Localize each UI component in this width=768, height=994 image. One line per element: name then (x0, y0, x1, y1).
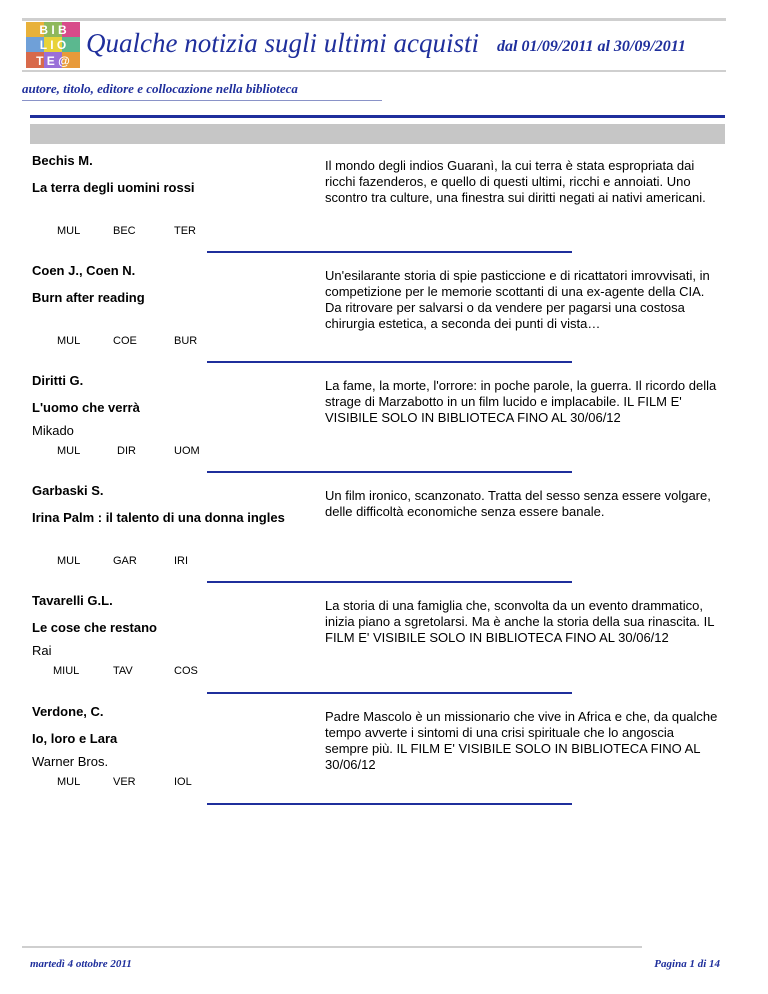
entry-title: Io, loro e Lara (32, 731, 118, 746)
entry-title: L'uomo che verrà (32, 400, 140, 415)
entry-publisher: Mikado (32, 423, 74, 438)
entry-separator (207, 803, 572, 805)
entry-description: Padre Mascolo è un missionario che vive in Africa e che, da qualche tempo avverte i sintomi di una crisi spirituale che lo angoscia sempre più. IL FILM E' VISIBILE SOLO IN BIBLIOTECA FINO AL 30/06/12 (325, 709, 718, 772)
entry-code-author: VER (113, 776, 136, 788)
entry-description: Un'esilarante storia di spie pasticcione e di ricattatori imrovvisati, in competizione per le memorie scottanti di una ex-agente della CIA. Da ritrovare per salvarsi o da vendere per pagarsi una costosa chirurgia estetica, a seconda dei punti di vista… (325, 268, 710, 331)
entry-separator (207, 581, 572, 583)
entry-description: Un film ironico, scanzonato. Tratta del sesso senza essere volgare, delle difficoltà economiche senza essere banale. (325, 488, 711, 519)
entry-publisher: Rai (32, 643, 52, 658)
entry-code-title: TER (174, 225, 196, 237)
entry-author: Coen J., Coen N. (32, 263, 136, 278)
entry-code-author: DIR (117, 445, 136, 457)
entry-title: Irina Palm : il talento di una donna ingles (32, 510, 285, 525)
biblioteca-logo (26, 22, 80, 68)
entry-code-title: UOM (174, 445, 200, 457)
entry-title: Le cose che restano (32, 620, 157, 635)
entry-author: Tavarelli G.L. (32, 593, 113, 608)
header-bottom-rule (22, 70, 726, 72)
footer-rule (22, 946, 642, 948)
entry-author: Diritti G. (32, 373, 84, 388)
catalog-entry (0, 153, 768, 263)
entry-title: Burn after reading (32, 290, 145, 305)
entry-author: Bechis M. (32, 153, 93, 168)
catalog-entry (0, 483, 768, 593)
entry-separator (207, 251, 572, 253)
entry-publisher: Warner Bros. (32, 754, 109, 769)
svg-text:L I O: L I O (39, 38, 67, 52)
entry-code-author: COE (113, 335, 137, 347)
entry-separator (207, 692, 572, 694)
entry-title: La terra degli uomini rossi (32, 180, 195, 195)
entry-code-section: MUL (57, 776, 81, 788)
svg-text:T E @: T E @ (36, 54, 70, 68)
entry-author: Verdone, C. (32, 704, 104, 719)
entry-separator (207, 471, 572, 473)
entry-code-title: COS (174, 665, 198, 677)
entry-code-title: IRI (174, 555, 189, 567)
entry-description: La fame, la morte, l'orrore: in poche parole, la guerra. Il ricordo della strage di Marzabotto in un film lucido e implacabile. IL FILM E' VISIBILE SOLO IN BIBLIOTECA FINO AL 30/06/12 (325, 378, 717, 425)
entry-code-author: GAR (113, 555, 137, 567)
date-range: dal 01/09/2011 al 30/09/2011 (497, 38, 686, 55)
page-title: Qualche notizia sugli ultimi acquisti (86, 28, 479, 58)
section-rule (30, 115, 725, 118)
entry-description: Il mondo degli indios Guaranì, la cui terra è stata espropriata dai ricchi fazenderos, e quello di questi ultimi, ricchi e annoiati. Uno scontro tra culture, una finestra sui diritti negati ai nativi americani. (325, 158, 706, 205)
entry-description: La storia di una famiglia che, sconvolta da un evento drammatico, inizia piano a sgretolarsi. Ma è anche la storia della sua rinascita. IL FILM E' VISIBILE SOLO IN BIBLIOTECA FINO AL 30/06/12 (325, 598, 715, 645)
subtitle-underline (22, 100, 382, 101)
catalog-entry (0, 704, 768, 814)
entry-code-section: MUL (57, 555, 81, 567)
svg-text:B I B: B I B (39, 23, 67, 37)
entry-code-section: MUL (57, 225, 81, 237)
catalog-entry (0, 373, 768, 483)
catalog-entry (0, 263, 768, 373)
footer-date: martedì 4 ottobre 2011 (30, 958, 132, 970)
entry-code-author: BEC (113, 225, 136, 237)
catalog-entry (0, 593, 768, 703)
entry-code-section: MIUL (53, 665, 80, 677)
entry-separator (207, 361, 572, 363)
entry-author: Garbaski S. (32, 483, 104, 498)
header-top-rule (22, 18, 726, 21)
entry-code-title: BUR (174, 335, 198, 347)
entry-code-title: IOL (174, 776, 192, 788)
section-header-bar (30, 124, 725, 144)
entry-code-section: MUL (57, 445, 81, 457)
page-subtitle: autore, titolo, editore e collocazione nella biblioteca (22, 81, 298, 96)
entry-code-section: MUL (57, 335, 81, 347)
footer-page-number: Pagina 1 di 14 (654, 958, 720, 970)
entry-code-author: TAV (113, 665, 133, 677)
